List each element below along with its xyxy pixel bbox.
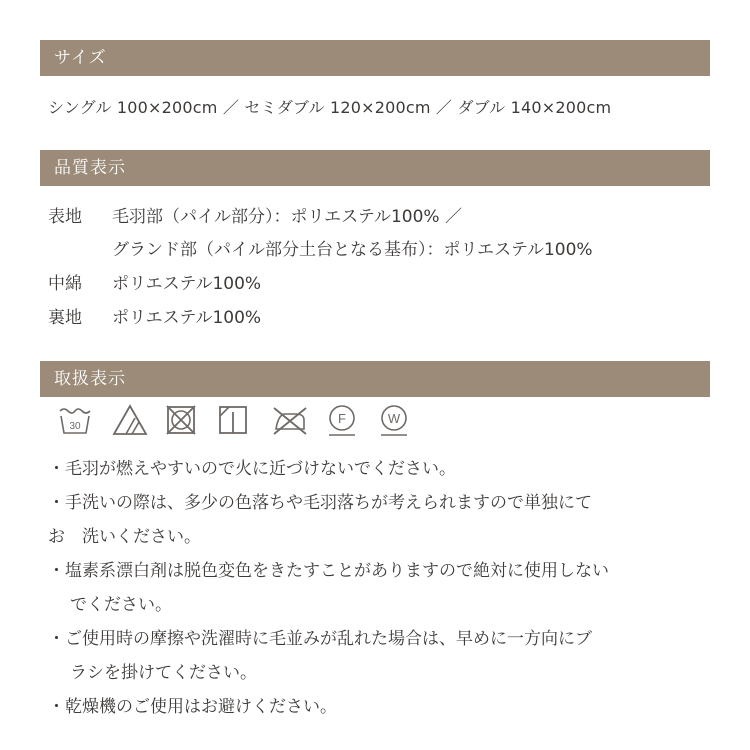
care-note-continuation: ラシを掛けてください。: [70, 663, 257, 683]
quality-section-header: [40, 150, 710, 186]
size-line: シングル 100×200cm ／ セミダブル 120×200cm ／ ダブル 140×200cm: [48, 98, 612, 117]
care-section-title: 取扱表示: [54, 369, 126, 389]
care-note: ・毛羽が燃えやすいので火に近づけないでください。: [48, 459, 456, 479]
no-tumble-dry-icon: [164, 402, 198, 438]
care-icons-row: [58, 402, 438, 442]
quality-value: グランド部（パイル部分土台となる基布）：ポリエステル100%: [112, 240, 593, 260]
size-section-header: [40, 40, 710, 76]
wash-30-icon: [58, 402, 92, 438]
quality-row-lining: [48, 306, 261, 330]
quality-row-ground: [112, 238, 593, 262]
quality-section-title: 品質表示: [54, 158, 126, 178]
size-section-title: サイズ: [54, 48, 107, 68]
care-note: ・手洗いの際は、多少の色落ちや毛羽落ちが考えられますので単独にて: [48, 493, 592, 513]
wash-temperature: 30: [69, 421, 81, 432]
care-notes: [48, 452, 718, 724]
care-section-header: [40, 361, 710, 397]
wet-clean-w-icon: [378, 402, 410, 438]
quality-row-filling: [48, 272, 261, 296]
quality-value: ポリエステル100%: [112, 274, 262, 294]
line-dry-shade-icon: [216, 402, 250, 438]
quality-label: 表地: [48, 207, 82, 227]
bleach-triangle-icon: [112, 402, 148, 438]
care-note: ・塩素系漂白剤は脱色変色をきたすことがありますので絶対に使用しない: [48, 561, 609, 581]
care-note-continuation: お 洗いください。: [48, 527, 201, 547]
quality-row-outer: [48, 205, 462, 229]
quality-label: 中綿: [48, 274, 82, 294]
dry-clean-letter: F: [338, 411, 346, 426]
care-note: ・ご使用時の摩擦や洗濯時に毛並みが乱れた場合は、早めに一方向にブ: [48, 629, 592, 649]
quality-value: ポリエステル100%: [112, 308, 262, 328]
wet-clean-letter: W: [387, 411, 401, 426]
care-note-continuation: でください。: [70, 595, 172, 615]
no-iron-icon: [270, 402, 310, 438]
dry-clean-f-icon: [326, 402, 358, 438]
quality-label: 裏地: [48, 308, 82, 328]
care-note: ・乾燥機のご使用はお避けください。: [48, 697, 337, 717]
quality-value: 毛羽部（パイル部分）：ポリエステル100% ／: [112, 207, 462, 227]
